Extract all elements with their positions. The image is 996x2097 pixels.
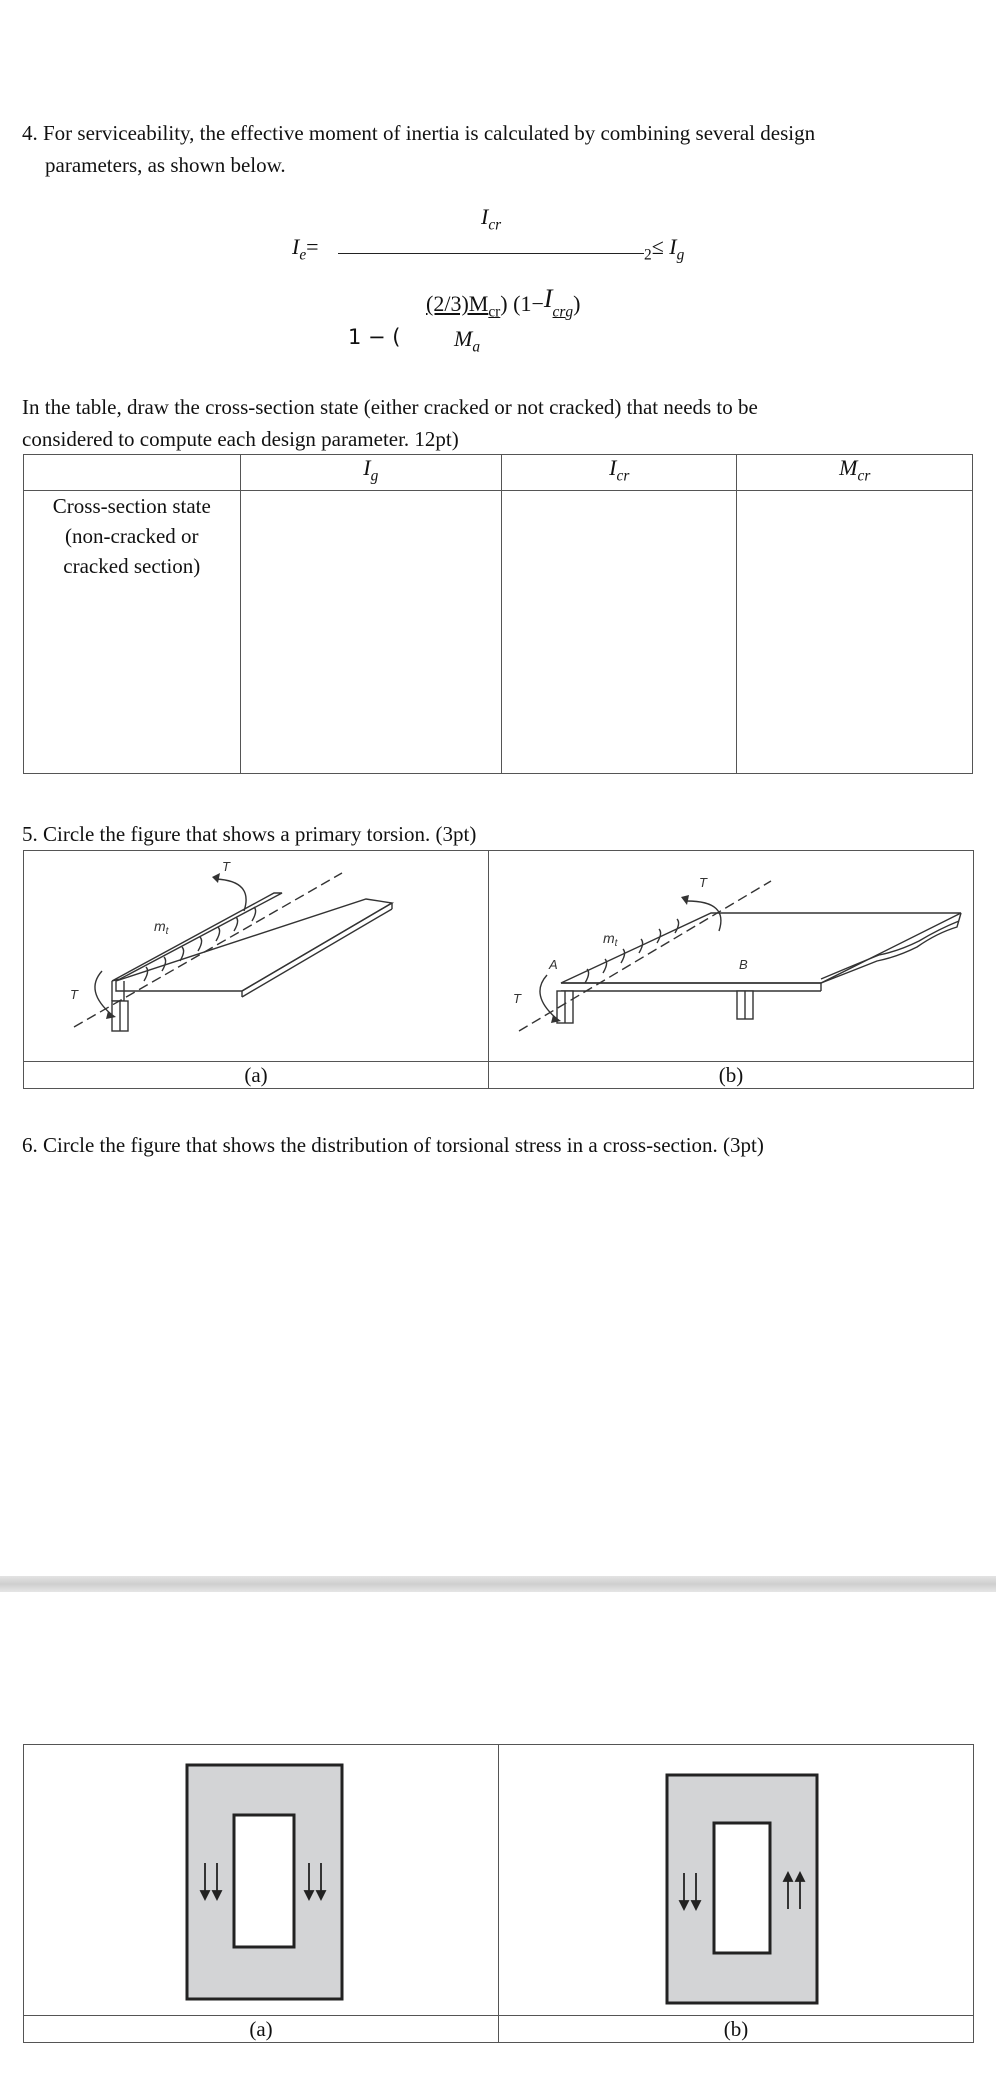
formula-fraction-bar <box>338 253 644 254</box>
formula-numerator: $I_{cr}$ <box>481 204 502 234</box>
formula-denominator-left: 1 − ( <box>348 325 401 349</box>
stress-figure-b <box>499 1745 973 2010</box>
table-header-ig: $I_g$ <box>240 455 501 491</box>
formula-lhs: $I_e=$ <box>292 234 319 264</box>
q4-instruction-line1: In the table, draw the cross-section state (either cracked or not cracked) that needs to be <box>22 395 758 419</box>
q4-line2: parameters, as shown below. <box>45 153 286 177</box>
stress-figure-a-cell[interactable] <box>24 1745 499 2016</box>
page-break-divider <box>0 1576 996 1592</box>
figure-b-cell[interactable] <box>489 851 974 1062</box>
inner-hole-a <box>234 1815 294 1947</box>
fig-b-label-mt: $m_t$ <box>603 930 618 949</box>
inner-hole-b <box>714 1823 770 1953</box>
fig-b-label-T-left: T <box>513 991 521 1006</box>
q6-title: 6. Circle the figure that shows the distribution of torsional stress in a cross-section. (3pt) <box>22 1133 764 1157</box>
stress-fig-b-caption: (b) <box>499 2016 974 2043</box>
torsion-figure-table <box>23 850 974 1089</box>
fig-b-caption: (b) <box>489 1062 974 1089</box>
fig-b-label-A: A <box>549 957 558 972</box>
table-header-icr: $I_{cr}$ <box>502 455 737 491</box>
table-row <box>24 491 973 774</box>
fig-b-label-T-top: T <box>699 875 707 890</box>
figure-a-cell[interactable] <box>24 851 489 1062</box>
fig-a-label-mt: $m_t$ <box>154 918 169 937</box>
table-header-row <box>24 455 973 491</box>
table-cell-ig[interactable] <box>240 491 501 774</box>
slab-top <box>116 899 392 991</box>
stress-figure-b-cell[interactable] <box>499 1745 974 2016</box>
primary-torsion-figure-b <box>489 851 973 1056</box>
fig-a-label-T-top: T <box>222 859 230 874</box>
primary-torsion-figure-a <box>24 851 488 1056</box>
cross-section-table <box>23 454 973 774</box>
q5-title: 5. Circle the figure that shows a primary torsion. (3pt) <box>22 822 477 846</box>
formula-denominator-mid: $(2/3)M_{cr}$) $(1-I_{crg})$ <box>426 284 581 321</box>
table-row-label: Cross-section state (non-cracked or cracked section) <box>24 491 241 774</box>
formula-rhs: $_2\le I_g$ <box>644 234 685 264</box>
q4-line1: 4. For serviceability, the effective moment of inertia is calculated by combining several design <box>22 121 816 145</box>
table-cell-icr[interactable] <box>502 491 737 774</box>
table-cell-mcr[interactable] <box>737 491 973 774</box>
stress-fig-a-caption: (a) <box>24 2016 499 2043</box>
fig-a-label-T-left: T <box>70 987 78 1002</box>
formula-ma: $M_a$ <box>454 326 481 356</box>
table-header-mcr: $M_{cr}$ <box>737 455 973 491</box>
fig-b-label-B: B <box>739 957 748 972</box>
stress-figure-a <box>24 1745 498 2010</box>
torsional-stress-figure-table <box>23 1744 974 2043</box>
q4-instruction-line2: considered to compute each design parameter. 12pt) <box>22 427 459 451</box>
fig-a-caption: (a) <box>24 1062 489 1089</box>
table-header-blank <box>24 455 241 491</box>
